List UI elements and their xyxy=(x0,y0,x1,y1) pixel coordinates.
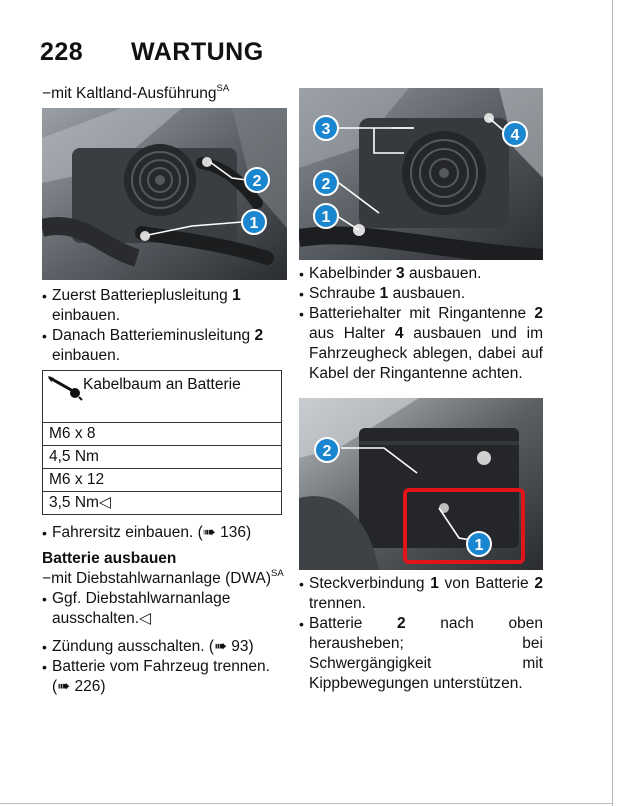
callout-1-label: 1 xyxy=(321,209,331,226)
section-heading: Batterie ausbauen xyxy=(42,550,177,567)
right-column xyxy=(299,88,543,694)
bullet-item: • Zuerst Batterieplusleitung 1 einbauen. xyxy=(42,286,287,326)
torque-wrench-icon xyxy=(47,375,83,401)
page-title: WARTUNG xyxy=(131,38,264,66)
battery-cable-photo xyxy=(42,108,287,280)
left-bullets-2 xyxy=(42,523,287,543)
bullet-item: • Kabelbinder 3 ausbauen. xyxy=(299,264,543,284)
bullet-item: • Danach Batterieminusleitung 2 einbauen. xyxy=(42,326,287,366)
right-bullets-2 xyxy=(299,574,543,694)
right-bullets-1 xyxy=(299,264,543,384)
spec-row: 3,5 Nm◁ xyxy=(43,492,282,515)
callout-2-label: 2 xyxy=(322,443,332,460)
bullet-item: • Batterie vom Fahrzeug trennen. (➠ 226) xyxy=(42,657,287,697)
callout-2-label: 2 xyxy=(252,173,262,190)
left-bullets-3 xyxy=(42,589,287,629)
spec-header-label: Kabelbaum an Batterie xyxy=(83,376,241,393)
bullet-item: • Batteriehalter mit Ringantenne 2 aus Halter 4 ausbauen und im Fahrzeugheck ablegen, dabei auf Kabel der Ringantenne achten. xyxy=(299,304,543,384)
variant-kaltland: −mit Kaltland-Ausführung$^{SA}$ xyxy=(42,82,230,102)
page-reference-arrow-icon: ➠ xyxy=(202,524,216,541)
page-reference-arrow-icon: ➠ xyxy=(214,638,227,655)
page-edge-right xyxy=(612,0,613,806)
bullet-item: • Schraube 1 ausbauen. xyxy=(299,284,543,304)
callout-2-label: 2 xyxy=(321,176,331,193)
bullet-item: • Steckverbindung 1 von Batterie 2 trennen. xyxy=(299,574,543,614)
callout-1-label: 1 xyxy=(474,537,484,554)
battery-connector-photo xyxy=(299,398,543,570)
bullet-item: • Batterie 2 nach oben herausheben; bei Schwergängigkeit mit Kippbewegungen unterstützen. xyxy=(299,614,543,694)
page-number: 228 xyxy=(40,38,84,66)
callout-3-label: 3 xyxy=(321,121,331,138)
spec-header-cell xyxy=(43,371,282,423)
bullet-item: • Zündung ausschalten. (➠ 93) xyxy=(42,637,287,657)
left-bullets-4 xyxy=(42,637,287,697)
left-bullets-1 xyxy=(42,286,287,366)
battery-holder-photo xyxy=(299,88,543,260)
callout-4-label: 4 xyxy=(510,127,520,144)
spec-row: M6 x 12 xyxy=(43,469,282,492)
bullet-item: • Ggf. Diebstahlwarnanlage ausschalten.◁ xyxy=(42,589,287,629)
variant-dwa: −mit Diebstahlwarnanlage (DWA)$^{SA}$ xyxy=(42,567,284,587)
spec-row: 4,5 Nm xyxy=(43,446,282,469)
page-edge-bottom xyxy=(0,803,613,804)
bullet-item: • Fahrersitz einbauen. (➠ 136) xyxy=(42,523,287,543)
torque-spec-table xyxy=(42,370,282,515)
left-column xyxy=(42,84,287,697)
spec-row: M6 x 8 xyxy=(43,423,282,446)
page-reference-arrow-icon: ➠ xyxy=(57,678,71,695)
callout-1-label: 1 xyxy=(249,215,259,232)
